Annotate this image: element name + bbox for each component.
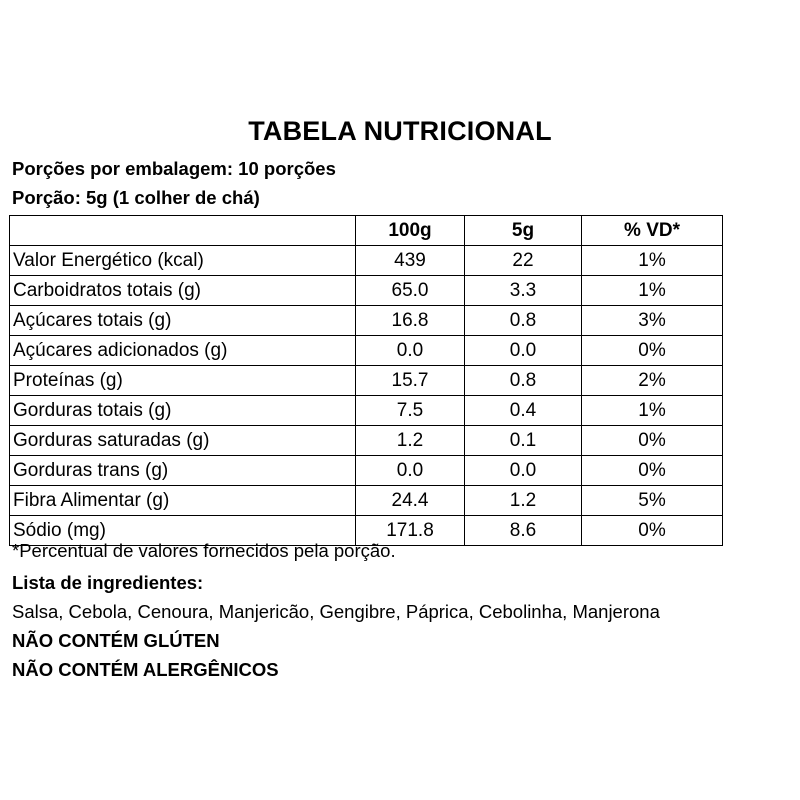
ingredients-heading: Lista de ingredientes:	[12, 572, 204, 593]
value-per-100g: 1.2	[356, 426, 465, 456]
daily-value-percent: 1%	[582, 396, 723, 426]
value-per-100g: 24.4	[356, 486, 465, 516]
value-per-5g: 0.0	[465, 456, 582, 486]
serving-size: Porção: 5g (1 colher de chá)	[12, 187, 260, 208]
table-row	[10, 486, 723, 516]
table-row	[10, 336, 723, 366]
value-per-100g: 439	[356, 246, 465, 276]
gluten-notice: NÃO CONTÉM GLÚTEN	[12, 630, 220, 651]
table-row	[10, 366, 723, 396]
daily-value-percent: 2%	[582, 366, 723, 396]
nutrition-table	[9, 215, 723, 546]
value-per-100g: 171.8	[356, 516, 465, 546]
value-per-100g: 16.8	[356, 306, 465, 336]
daily-value-percent: 0%	[582, 456, 723, 486]
table-row	[10, 246, 723, 276]
table-row	[10, 396, 723, 426]
value-per-5g: 0.0	[465, 336, 582, 366]
value-per-100g: 15.7	[356, 366, 465, 396]
daily-value-percent: 1%	[582, 246, 723, 276]
table-row	[10, 426, 723, 456]
table-row	[10, 456, 723, 486]
daily-value-percent: 0%	[582, 336, 723, 366]
nutrient-label: Sódio (mg)	[10, 516, 356, 546]
nutrient-label: Açúcares totais (g)	[10, 306, 356, 336]
daily-value-percent: 0%	[582, 516, 723, 546]
value-per-5g: 1.2	[465, 486, 582, 516]
value-per-100g: 0.0	[356, 336, 465, 366]
value-per-5g: 0.8	[465, 306, 582, 336]
table-header-row	[10, 216, 723, 246]
nutrient-label: Gorduras trans (g)	[10, 456, 356, 486]
value-per-5g: 3.3	[465, 276, 582, 306]
footnote: *Percentual de valores fornecidos pela porção.	[12, 540, 396, 561]
value-per-5g: 0.8	[465, 366, 582, 396]
header-per-5g: 5g	[465, 216, 582, 246]
header-per-100g: 100g	[356, 216, 465, 246]
table-row	[10, 306, 723, 336]
value-per-5g: 22	[465, 246, 582, 276]
value-per-100g: 0.0	[356, 456, 465, 486]
value-per-100g: 7.5	[356, 396, 465, 426]
value-per-5g: 0.4	[465, 396, 582, 426]
value-per-100g: 65.0	[356, 276, 465, 306]
header-daily-value: % VD*	[582, 216, 723, 246]
daily-value-percent: 3%	[582, 306, 723, 336]
nutrient-label: Proteínas (g)	[10, 366, 356, 396]
portions-per-package: Porções por embalagem: 10 porções	[12, 158, 336, 179]
header-nutrient	[10, 216, 356, 246]
nutrient-label: Gorduras totais (g)	[10, 396, 356, 426]
nutrient-label: Valor Energético (kcal)	[10, 246, 356, 276]
ingredients-list: Salsa, Cebola, Cenoura, Manjericão, Gengibre, Páprica, Cebolinha, Manjerona	[12, 601, 660, 622]
daily-value-percent: 1%	[582, 276, 723, 306]
allergen-notice: NÃO CONTÉM ALERGÊNICOS	[12, 659, 279, 680]
daily-value-percent: 5%	[582, 486, 723, 516]
nutrient-label: Carboidratos totais (g)	[10, 276, 356, 306]
daily-value-percent: 0%	[582, 426, 723, 456]
nutrient-label: Açúcares adicionados (g)	[10, 336, 356, 366]
nutrient-label: Fibra Alimentar (g)	[10, 486, 356, 516]
table-row	[10, 276, 723, 306]
value-per-5g: 8.6	[465, 516, 582, 546]
value-per-5g: 0.1	[465, 426, 582, 456]
nutrient-label: Gorduras saturadas (g)	[10, 426, 356, 456]
page-title: TABELA NUTRICIONAL	[248, 116, 552, 146]
